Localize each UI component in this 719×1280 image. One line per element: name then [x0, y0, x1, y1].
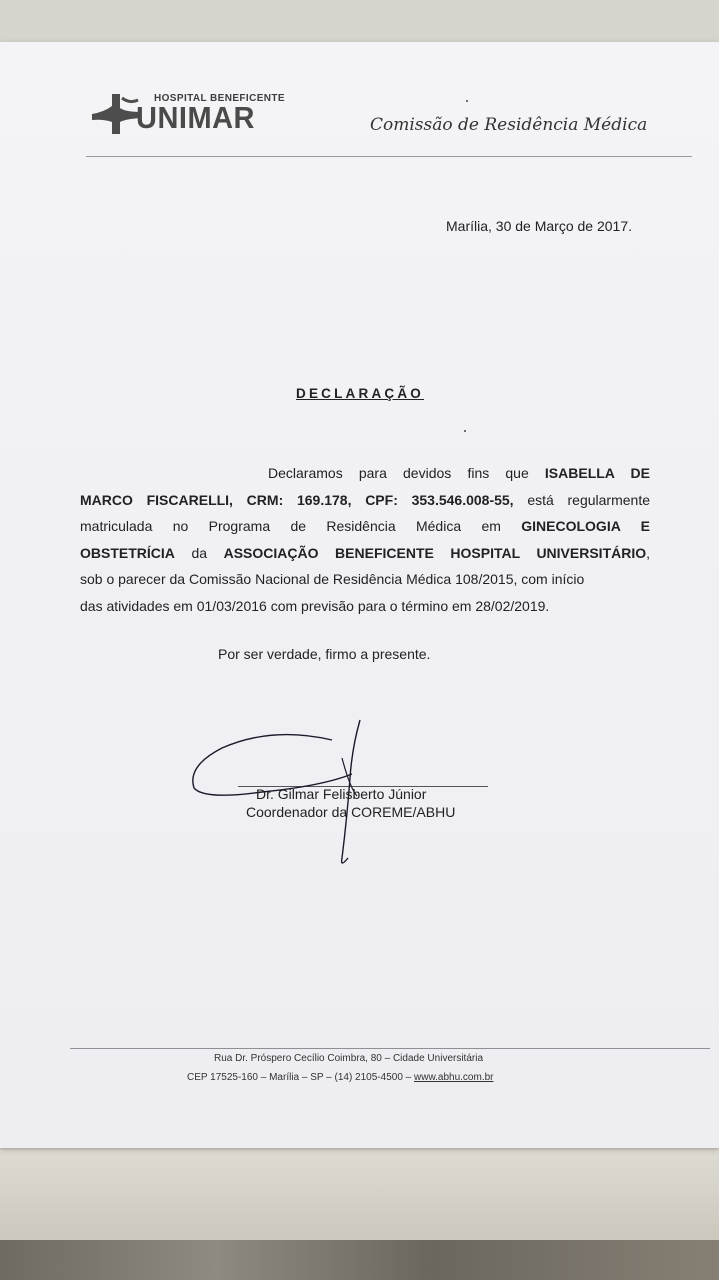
logo-title: UNIMAR: [136, 102, 255, 136]
paper-speck: [464, 430, 466, 432]
footer-website-link[interactable]: www.abhu.com.br: [414, 1072, 494, 1083]
closing-statement: Por ser verdade, firmo a presente.: [218, 646, 431, 662]
hospital-logo: [90, 90, 290, 142]
body-line-4: OBSTETRÍCIA da ASSOCIAÇÃO BENEFICENTE HOSPITAL UNIVERSITÁRIO,: [80, 544, 651, 561]
body-line-1: Declaramos para devidos fins que ISABELLA DE: [268, 465, 650, 481]
document-date: Marília, 30 de Março de 2017.: [446, 218, 632, 234]
logo-subtitle: HOSPITAL BENEFICENTE: [154, 93, 285, 104]
commission-heading: Comissão de Residência Médica: [370, 115, 648, 135]
body-line-3: matriculada no Programa de Residência Médica em GINECOLOGIA E: [80, 518, 650, 535]
declaration-body: [80, 460, 650, 620]
signer-name: Dr. Gilmar Felisberto Júnior: [256, 786, 427, 802]
body-line-2: MARCO FISCARELLI, CRM: 169.178, CPF: 353.546.008-55, está regularmente: [80, 491, 651, 508]
footer-contact: CEP 17525-160 – Marília – SP – (14) 2105-4500 – www.abhu.com.br: [187, 1072, 494, 1083]
signer-role: Coordenador da COREME/ABHU: [246, 804, 456, 820]
document-page: [0, 42, 719, 1148]
document-title: DECLARAÇÃO: [296, 386, 424, 401]
floor-shadow: [0, 1240, 719, 1280]
footer-divider: [70, 1048, 710, 1049]
footer-address: Rua Dr. Próspero Cecílio Coimbra, 80 – Cidade Universitária: [214, 1053, 484, 1064]
body-line-5: sob o parecer da Comissão Nacional de Residência Médica 108/2015, com início: [80, 571, 585, 588]
body-line-6: das atividades em 01/03/2016 com previsão para o término em 28/02/2019.: [80, 597, 550, 614]
header-divider: [86, 156, 692, 157]
paper-speck: [466, 100, 468, 102]
